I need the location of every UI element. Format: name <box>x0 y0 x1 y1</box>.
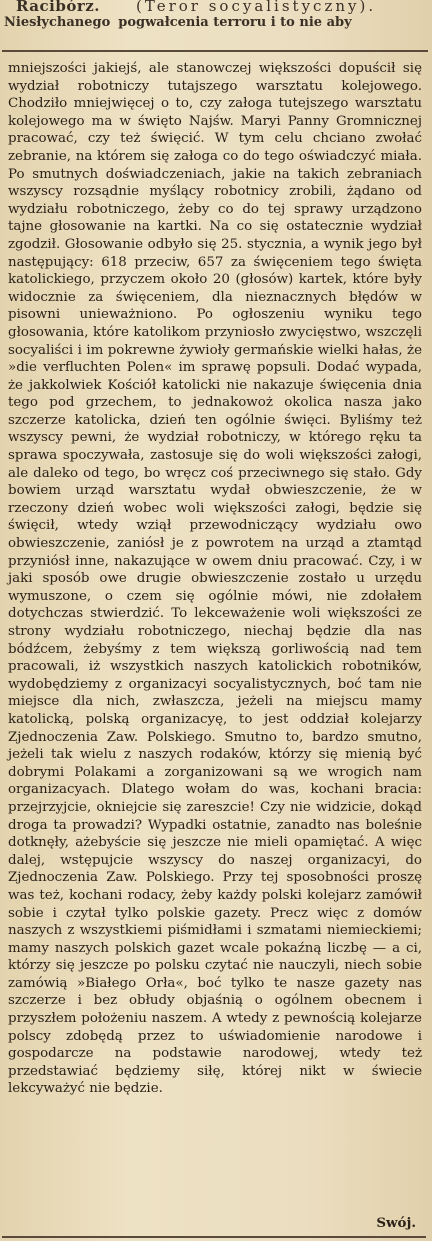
article-subtitle: (Teror socyalistyczny). <box>136 0 377 15</box>
article-paragraph: mniejszości jakiejś, ale stanowczej większości dopuścił się wydział robotniczy tutajszego warsztatu kolejowego. Chodziło mniejwięcej o to, czy załoga tutejszego warsztatu kolejowego ma w święto Najśw. Maryi Panny Gromnicznej pracować, czy też święcić. W tym celu chciano zwołać zebranie, na którem się załoga co do tego oświadczyć miała. Po smutnych doświadczeniach, jakie na takich zebraniach wszyscy rozsądnie myślący robotnicy zrobili, żądano od wydziału robotniczego, żeby co do tej sprawy urządzono tajne głosowanie na kartki. Na co się ostatecznie wydział zgodził. Głosowanie odbyło się 25. stycznia, a wynik jego był następujący: 618 przeciw, 657 za święceniem tego święta katolickiego, przyczem około 20 (głosów) kartek, które były widocznie za święceniem, dla nieznacznych błędów w pisowni unieważniono. Po ogłoszeniu wyniku tego głosowania, które katolikom przyniosło zwycięstwo, wszczęli socyaliści i im pokrewne żywioły germańskie wielki hałas, że »die verfluchten Polen« im sprawę popsuli. Dodać wypada, że jakkolwiek Kościół katolicki nie nakazuje święcenia dnia tego pod grzechem, to jednakowoż okolica nasza jako szczerze katolicka, dzień ten ogólnie święci. Byliśmy też wszyscy pewni, że wydział robotniczy, w którego ręku ta sprawa spoczywała, zastosuje się do woli większości załogi, ale daleko od tego, bo wręcz coś przeciwnego się stało. Gdy bowiem urząd warsztatu wydał obwieszczenie, że w rzeczony dzień wobec woli większości załogi, będzie się święcił, wtedy wziął przewodniczący wydziału owo obwieszczenie, zaniósł je z powrotem na urząd a ztamtąd przyniósł inne, nakazujące w owem dniu pracować. Czy, i w jaki sposób owe drugie obwieszczenie zostało u urzędu wymuszone, o czem się ogólnie mówi, nie zdołałem dotychczas stwierdzić. To lekceważenie woli większości ze strony wydziału robotniczego, niechaj będzie dla nas bódźcem, żebyśmy z tem większą gorliwością nad tem pracowali, iż wszystkich naszych katolickich robotników, wydobędziemy z organizacyi socyalistycznych, boć tam nie miejsce dla nich, zwłaszcza, jeżeli na miejscu mamy katolicką, polską organizacyę, to jest oddział kolejarzy Zjednoczenia Zaw. Polskiego. Smutno to, bardzo smutno, jeżeli tak wielu z naszych rodaków, którzy się mienią być dobrymi Polakami a zorganizowani są we wrogich nam organizacyach. Dlatego wołam do was, kochani bracia: przejrzyjcie, okniejcie się zareszcie! Czy nie widzicie, dokąd droga ta prowadzi? Wypadki ostatnie, zanadto nas boleśnie dotknęły, ażebyście się jeszcze nie mieli opamiętać. A więc dalej, wstępujcie wszyscy do naszej organizacyi, do Zjednoczenia Zaw. Polskiego. Przy tej sposobności proszę was też, kochani rodacy, żeby każdy polski kolejarz zamówił sobie i czytał tylko polskie gazety. Precz więc z domów naszych z wszystkiemi piśmidłami i szmatami niemieckiemi; mamy naszych polskich gazet wcale pokaźną liczbę — a ci, którzy się jeszcze po polsku czytać nie nauczyli, niech sobie zamówią »Białego Orła«, boć tylko te nasze gazety nas szczerze i bez obłudy objaśnią o ogólnem obecnem i przyszłem położeniu naszem. A wtedy z pewnością kolejarze polscy zdobędą przez to uświadomienie narodowe i gospodarcze na podstawie narodowej, wtedy też przedstawiać będziemy siłę, której nikt w świecie lekcyważyć nie będzie. <box>8 61 422 1097</box>
dateline-place: Racibórz. <box>16 0 100 15</box>
header-continuation: pogwałcenia terroru i to nie aby <box>118 15 352 30</box>
article-header <box>4 0 428 36</box>
header-line-2 <box>4 15 352 30</box>
header-lead-word: Niesłychanego <box>4 15 111 30</box>
article-body <box>8 60 422 1098</box>
bottom-rule <box>2 1236 426 1238</box>
header-rule <box>2 50 428 52</box>
header-line-1 <box>16 0 376 15</box>
article-signature: Swój. <box>376 1215 416 1231</box>
